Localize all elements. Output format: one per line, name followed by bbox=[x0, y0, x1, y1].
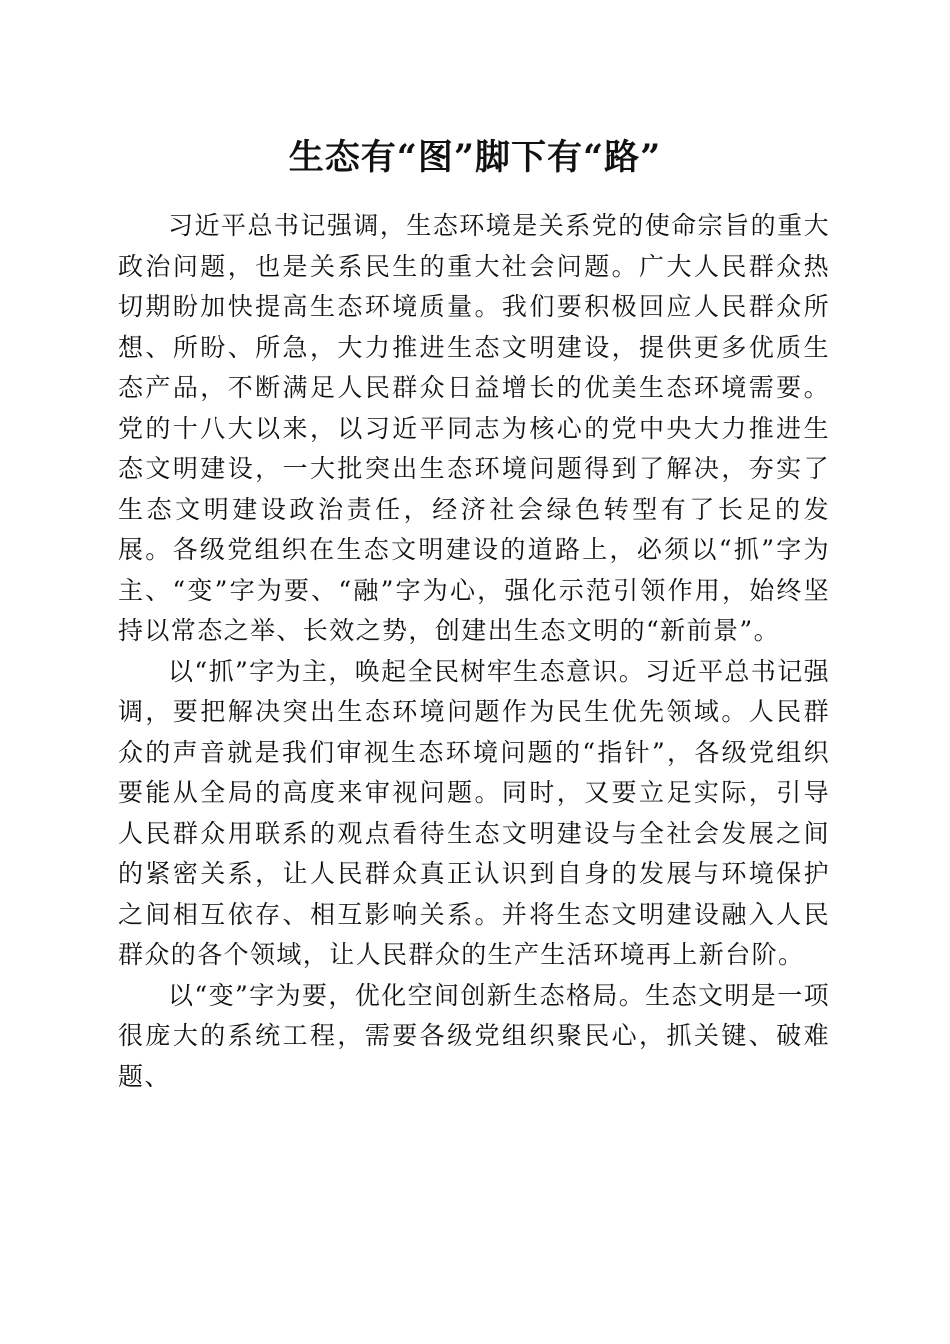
paragraph-2: 以“抓”字为主，唤起全民树牢生态意识。习近平总书记强调，要把解决突出生态环境问题作为民生优先领域。人民群众的声音就是我们审视生态环境问题的“指针”，各级党组织要能从全局的高度来审视问题。同时，又要立足实际，引导人民群众用联系的观点看待生态文明建设与全社会发展之间的紧密关系，让人民群众真正认识到自身的发展与环境保护之间相互依存、相互影响关系。并将生态文明建设融入人民群众的各个领域，让人民群众的生产生活环境再上新台阶。 bbox=[118, 656, 830, 969]
paragraph-3: 以“变”字为要，优化空间创新生态格局。生态文明是一项很庞大的系统工程，需要各级党组织聚民心，抓关键、破难题、 bbox=[118, 980, 830, 1091]
document-body bbox=[118, 206, 830, 1097]
document-title: 生态有“图”脚下有“路” bbox=[288, 137, 662, 178]
paragraph-1: 习近平总书记强调，生态环境是关系党的使命宗旨的重大政治问题，也是关系民生的重大社会问题。广大人民群众热切期盼加快提高生态环境质量。我们要积极回应人民群众所想、所盼、所急，大力推进生态文明建设，提供更多优质生态产品，不断满足人民群众日益增长的优美生态环境需要。党的十八大以来，以习近平同志为核心的党中央大力推进生态文明建设，一大批突出生态环境问题得到了解决，夯实了生态文明建设政治责任，经济社会绿色转型有了长足的发展。各级党组织在生态文明建设的道路上，必须以“抓”字为主、“变”字为要、“融”字为心，强化示范引领作用，始终坚持以常态之举、长效之势，创建出生态文明的“新前景”。 bbox=[118, 211, 830, 645]
